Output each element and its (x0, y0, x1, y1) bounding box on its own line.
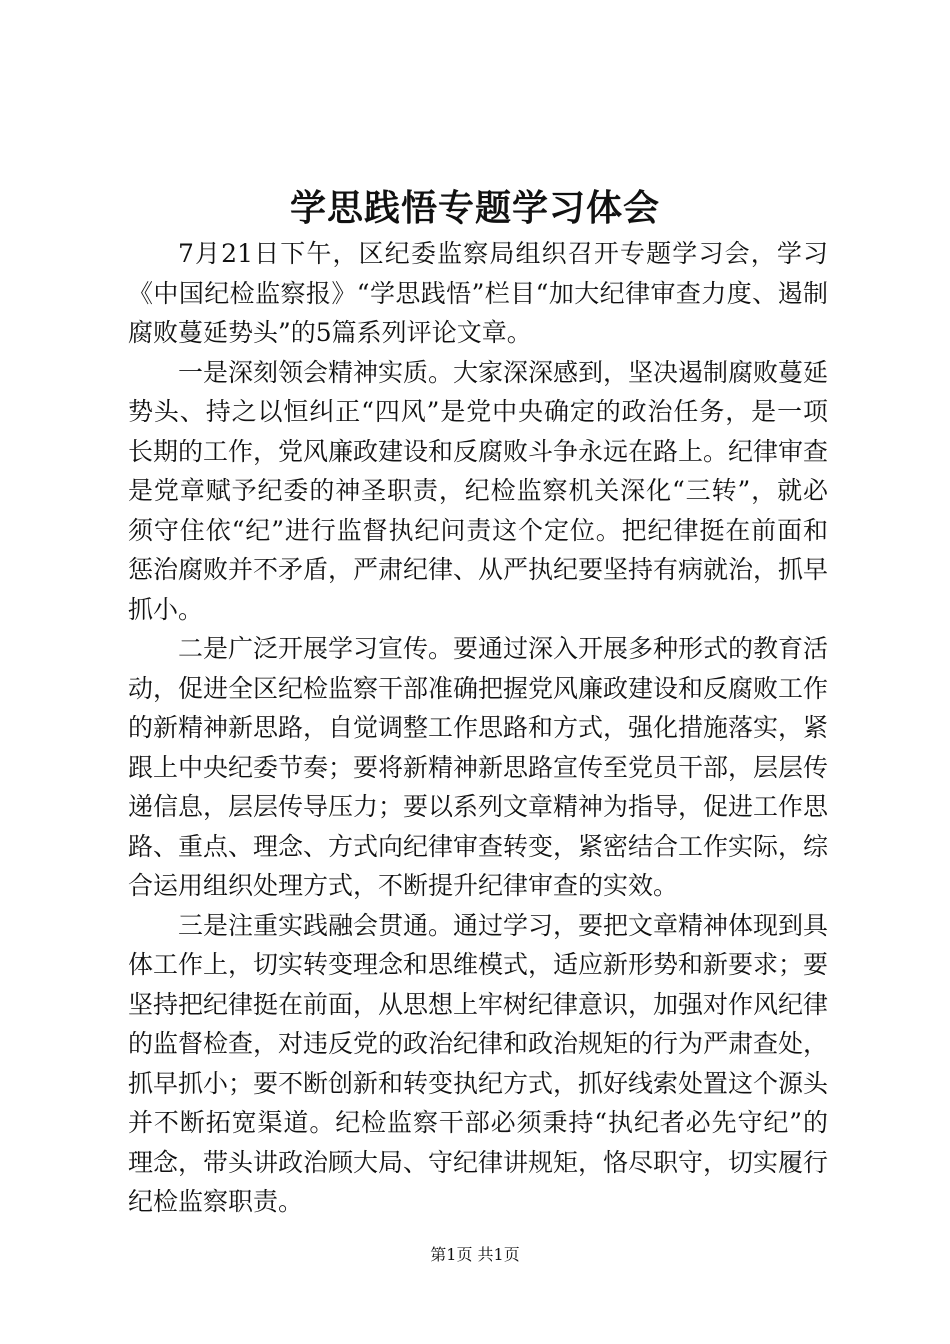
paragraph-intro: 7月21日下午，区纪委监察局组织召开专题学习会，学习《中国纪检监察报》“学思践悟”栏目“加大纪律审查力度、遏制腐败蔓延势头”的5篇系列评论文章。 (128, 239, 828, 347)
document-title: 学思践悟专题学习体会 (289, 187, 660, 229)
document-body (128, 234, 828, 1222)
paragraph-point-one: 一是深刻领会精神实质。大家深深感到，坚决遏制腐败蔓延势头、持之以恒纠正“四风”是党中央确定的政治任务，是一项长期的工作，党风廉政建设和反腐败斗争永远在路上。纪律审查是党章赋予纪委的神圣职责，纪检监察机关深化“三转”，就必须守住依“纪”进行监督执纪问责这个定位。把纪律挺在前面和惩治腐败并不矛盾，严肃纪律、从严执纪要坚持有病就治，抓早抓小。 (128, 357, 829, 624)
paragraph-point-three: 三是注重实践融会贯通。通过学习，要把文章精神体现到具体工作上，切实转变理念和思维模式，适应新形势和新要求；要坚持把纪律挺在前面，从思想上牢树纪律意识，加强对作风纪律的监督检查，对违反党的政治纪律和政治规矩的行为严肃查处，抓早抓小；要不断创新和转变执纪方式，抓好线索处置这个源头并不断拓宽渠道。纪检监察干部必须秉持“执纪者必先守纪”的理念，带头讲政治顾大局、守纪律讲规矩，恪尽职守，切实履行纪检监察职责。 (128, 910, 829, 1216)
page-number-footer: 第1页 共1页 (430, 1245, 520, 1264)
paragraph-point-two: 二是广泛开展学习宣传。要通过深入开展多种形式的教育活动，促进全区纪检监察干部准确把握党风廉政建设和反腐败工作的新精神新思路，自觉调整工作思路和方式，强化措施落实，紧跟上中央纪委节奏；要将新精神新思路宣传至党员干部，层层传递信息，层层传导压力；要以系列文章精神为指导，促进工作思路、重点、理念、方式向纪律审查转变，紧密结合工作实际，综合运用组织处理方式，不断提升纪律审查的实效。 (128, 634, 829, 900)
